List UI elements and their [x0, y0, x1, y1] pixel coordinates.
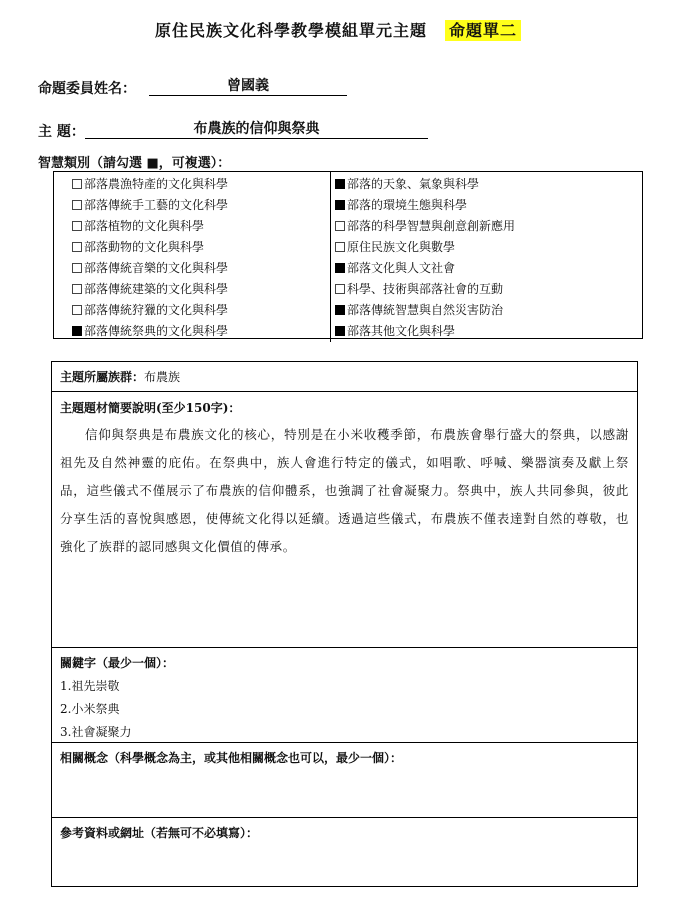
category-item[interactable] — [72, 321, 228, 342]
category-item[interactable] — [335, 300, 515, 321]
theme-label: 主 題： — [38, 124, 85, 140]
category-item[interactable] — [335, 174, 515, 195]
category-item[interactable] — [335, 321, 515, 342]
category-checklist — [53, 171, 643, 339]
checkbox-icon[interactable] — [335, 221, 345, 231]
category-item[interactable] — [72, 300, 228, 321]
checkbox-icon[interactable] — [72, 284, 82, 294]
category-item[interactable] — [335, 279, 515, 300]
checkbox-icon[interactable] — [72, 242, 82, 252]
category-item-label: 部落傳統音樂的文化與科學 — [84, 261, 229, 275]
category-item-label: 部落的環境生態與科學 — [347, 198, 468, 212]
concepts-section[interactable] — [52, 743, 637, 818]
references-label: 參考資料或網址（若無可不必填寫）： — [60, 826, 259, 840]
category-heading: 智慧類別（請勾選 ■，可複選）： — [38, 156, 231, 171]
category-item-label: 部落傳統手工藝的文化科學 — [84, 198, 229, 212]
title-text: 原住民族文化科學教學模組單元主題 — [154, 21, 427, 40]
category-item[interactable] — [72, 174, 228, 195]
keywords-section — [52, 648, 637, 743]
keywords-list — [60, 675, 629, 744]
tribe-section — [52, 362, 637, 392]
committee-label: 命題委員姓名： — [38, 81, 136, 97]
description-section — [52, 392, 637, 648]
category-item-label: 部落農漁特產的文化與科學 — [84, 177, 229, 191]
category-item-label: 部落動物的文化與科學 — [84, 240, 205, 254]
keyword-item[interactable]: 1.祖先崇敬 — [60, 679, 120, 693]
checkbox-icon[interactable] — [72, 221, 82, 231]
title-badge: 命題單二 — [445, 20, 521, 41]
description-text[interactable]: 信仰與祭典是布農族文化的核心，特別是在小米收穫季節，布農族會舉行盛大的祭典，以感謝祖先及自然神靈的庇佑。在祭典中，族人會進行特定的儀式，如唱歌、呼喊、樂器演奏及獻上祭品，這些儀式不僅展示了布農族的信仰體系，也強調了社會凝聚力。祭典中，族人共同參與，彼此分享生活的喜悅與感恩，使傳統文化得以延續。透過這些儀式，布農族不僅表達對自然的尊敬，也強化了族群的認同感與文化價值的傳承。 — [60, 427, 629, 554]
committee-name-field[interactable]: 曾國義 — [149, 77, 347, 96]
category-item[interactable] — [335, 216, 515, 237]
category-column-right — [335, 174, 515, 342]
keywords-label: 關鍵字（最少一個）： — [60, 656, 175, 670]
category-item-label: 部落傳統智慧與自然災害防治 — [347, 303, 504, 317]
theme-detail-table — [51, 361, 638, 887]
category-item-label: 部落其他文化與科學 — [347, 324, 456, 338]
category-item[interactable] — [72, 258, 228, 279]
category-item-label: 部落傳統狩獵的文化與科學 — [84, 303, 229, 317]
theme-field[interactable]: 布農族的信仰與祭典 — [85, 120, 428, 139]
category-item-label: 部落的天象、氣象與科學 — [347, 177, 480, 191]
category-item[interactable] — [335, 195, 515, 216]
category-item-label: 部落植物的文化與科學 — [84, 219, 205, 233]
references-section[interactable] — [52, 818, 637, 886]
category-item-label: 部落傳統建築的文化與科學 — [84, 282, 229, 296]
category-item[interactable] — [72, 237, 228, 258]
category-item-label: 部落的科學智慧與創意創新應用 — [347, 219, 516, 233]
category-item-label: 科學、技術與部落社會的互動 — [347, 282, 504, 296]
keyword-item[interactable]: 2.小米祭典 — [60, 702, 120, 716]
checked-box-icon[interactable] — [335, 179, 345, 189]
checkbox-icon[interactable] — [72, 179, 82, 189]
description-label: 主題題材簡要說明(至少150字)： — [60, 401, 241, 415]
category-item[interactable] — [72, 216, 228, 237]
category-item-label: 部落文化與人文社會 — [347, 261, 456, 275]
tribe-label: 主題所屬族群： — [60, 370, 145, 384]
checked-box-icon[interactable] — [335, 200, 345, 210]
checked-box-icon[interactable] — [335, 263, 345, 273]
checkbox-icon[interactable] — [335, 284, 345, 294]
checkbox-icon[interactable] — [72, 305, 82, 315]
checkbox-icon[interactable] — [72, 200, 82, 210]
concepts-label: 相關概念（科學概念為主，或其他相關概念也可以，最少一個）： — [60, 751, 403, 765]
category-item-label: 原住民族文化與數學 — [347, 240, 456, 254]
checkbox-icon[interactable] — [72, 263, 82, 273]
category-column-left — [72, 174, 228, 342]
category-item-label: 部落傳統祭典的文化與科學 — [84, 324, 229, 338]
category-divider — [330, 172, 331, 342]
category-item[interactable] — [72, 279, 228, 300]
keyword-item[interactable]: 3.社會凝聚力 — [60, 725, 132, 739]
category-item[interactable] — [335, 258, 515, 279]
checked-box-icon[interactable] — [335, 326, 345, 336]
category-item[interactable] — [335, 237, 515, 258]
checkbox-icon[interactable] — [335, 242, 345, 252]
checked-box-icon[interactable] — [335, 305, 345, 315]
checked-box-icon[interactable] — [72, 326, 82, 336]
category-item[interactable] — [72, 195, 228, 216]
page-title — [0, 18, 676, 41]
tribe-value[interactable]: 布農族 — [144, 370, 181, 384]
